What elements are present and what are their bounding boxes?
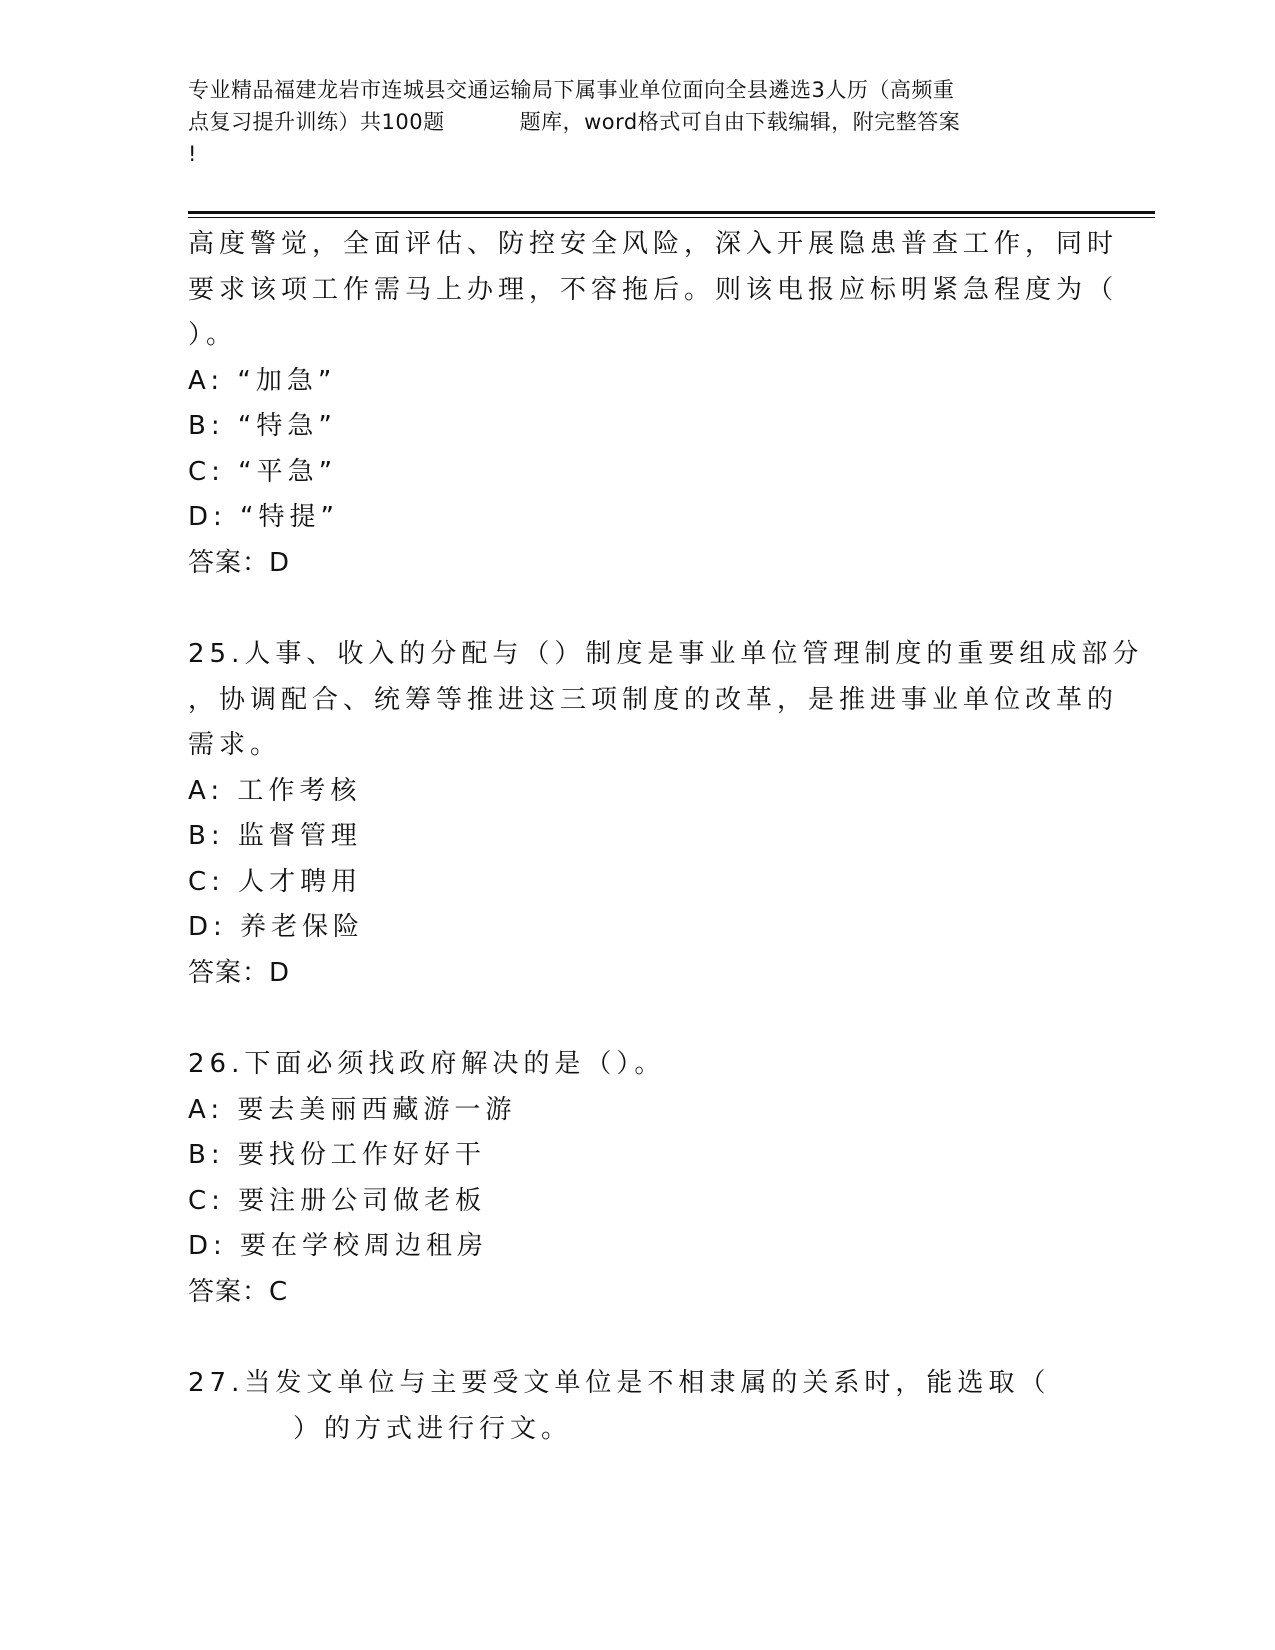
document-header [188, 74, 1088, 170]
option-c: C: 人才聘用 [188, 866, 363, 897]
question-text: 25.人事、收入的分配与（）制度是事业单位管理制度的重要组成部分 [188, 639, 1144, 669]
question-text: ）。 [188, 320, 238, 350]
question-25 [188, 632, 1144, 996]
option-d: D: 要在学校周边租房 [188, 1231, 489, 1261]
question-27 [188, 1361, 1088, 1452]
option-d: D: 养老保险 [188, 912, 365, 942]
question-text: 高度警觉，全面评估、防控安全风险，深入开展隐患普查工作，同时 [188, 229, 1119, 259]
option-a: A: “加急” [188, 365, 337, 396]
answer-label: 答案：D [188, 547, 291, 578]
header-line-1: 专业精品福建龙岩市连城县交通运输局下属事业单位面向全县遴选3人历（高频重 [188, 78, 955, 102]
option-a: A: 要去美丽西藏游一游 [188, 1094, 517, 1125]
answer-label: 答案：D [188, 957, 291, 988]
option-a: A: 工作考核 [188, 775, 362, 806]
option-b: B: 要找份工作好好干 [188, 1140, 486, 1170]
answer-label: 答案：C [188, 1276, 289, 1307]
question-text: ，协调配合、统筹等推进这三项制度的改革，是推进事业单位改革的 [188, 684, 1119, 715]
header-line-2-start: 点复习提升训练）共100题 [188, 110, 445, 134]
header-line-3: ! [188, 142, 197, 166]
question-text: 26.下面必须找政府解决的是（）。 [188, 1049, 666, 1079]
option-b: B: 监督管理 [188, 821, 362, 851]
question-text: 27.当发文单位与主要受文单位是不相隶属的关系时，能选取（ [188, 1368, 1051, 1398]
header-divider-thick [188, 211, 1155, 214]
question-text: 需求。 [188, 730, 282, 760]
question-26 [188, 1042, 1088, 1315]
question-text [188, 1407, 1088, 1453]
header-line-2 [188, 106, 1088, 138]
header-divider-thin [188, 217, 1155, 218]
question-text-continued: ）的方式进行行文。 [293, 1413, 573, 1444]
option-b: B: “特急” [188, 411, 337, 441]
question-text: 要求该项工作需马上办理，不容拖后。则该电报应标明紧急程度为（ [188, 274, 1119, 305]
option-c: C: “平急” [188, 456, 338, 487]
question-24 [188, 222, 1119, 586]
header-line-2-end: 题库，word格式可自由下载编辑，附完整答案 [519, 110, 961, 134]
question-list [188, 222, 1144, 1452]
option-d: D: “特提” [188, 502, 339, 532]
option-c: C: 要注册公司做老板 [188, 1185, 487, 1216]
